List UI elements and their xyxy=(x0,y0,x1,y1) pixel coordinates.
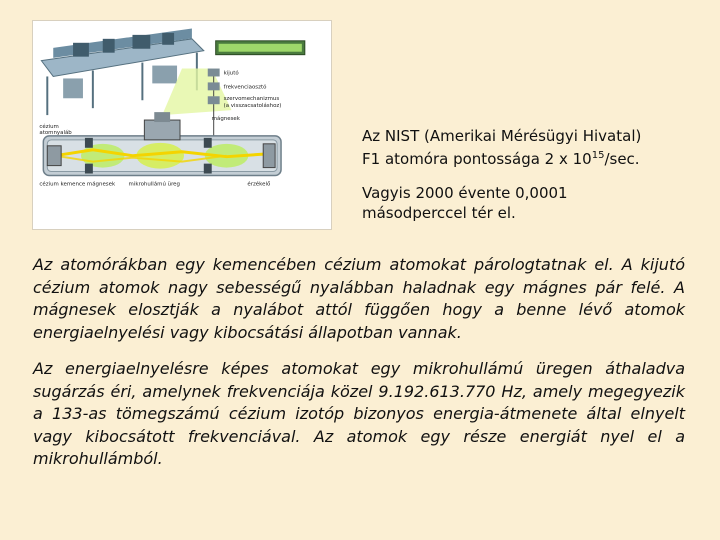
label-frekvenciaoszto: frekvenciaosztó xyxy=(223,84,267,91)
digital-display xyxy=(216,41,305,55)
label-szervomech2: (a visszacsatoláshoz) xyxy=(223,103,282,110)
side-line-4: másodperccel tér el. xyxy=(362,204,516,222)
atomic-clock-illustration xyxy=(33,21,331,229)
paragraph-1: Az atomórákban egy kemencében cézium atomokat párologtatnak el. A kijutó cézium atomok nagy sebességű nyalábban haladnak egy mágnes pár felé. A mágnesek elosztják a nyalábot attól függően hogy a benne lévő atomok energiaelnyelési vagy kibocsátási állapotban vannak. xyxy=(33,255,685,342)
side-line-2-pre: F1 atomóra pontossága 2 x 10 xyxy=(362,150,592,168)
side-line-2-post: /sec. xyxy=(604,150,640,168)
label-kijuto: kijutó xyxy=(223,70,239,77)
label-szervomech: szervomechanizmus xyxy=(223,96,280,103)
label-cezium-nyalab2: atomnyaláb xyxy=(39,129,72,136)
label-cezium-nyalab: cézium xyxy=(39,123,59,130)
label-magnesek-top: mágnesek xyxy=(211,116,240,123)
side-line-3: Vagyis 2000 évente 0,0001 xyxy=(362,184,568,202)
side-line-2-sup: 15 xyxy=(591,150,605,161)
body-text xyxy=(33,254,685,485)
label-magnesek-bottom: mágnesek xyxy=(86,181,116,188)
label-mikrohullamu-ureg: mikrohullámú üreg xyxy=(128,181,180,188)
side-line-1: Az NIST (Amerikai Mérésügyi Hivatal) xyxy=(362,127,642,145)
atomic-clock-diagram xyxy=(32,20,332,230)
label-cezium-kemence: cézium kemence xyxy=(39,181,86,188)
label-erzekelo: érzékelő xyxy=(247,181,271,188)
paragraph-2: Az energiaelnyelésre képes atomokat egy mikrohullámú üregen áthaladva sugárzás éri, amelynek frekvenciája közel 9.192.613.770 Hz, amely megegyezik a 133-as tömegszámú cézium izotóp bizonyos energia-átmenete által elnyelt vagy kibocsátott frekvenciával. Az atomok egy része energiát nyel el a mikrohullámból. xyxy=(33,359,685,468)
side-caption xyxy=(362,126,702,237)
vacuum-tube xyxy=(43,112,281,175)
